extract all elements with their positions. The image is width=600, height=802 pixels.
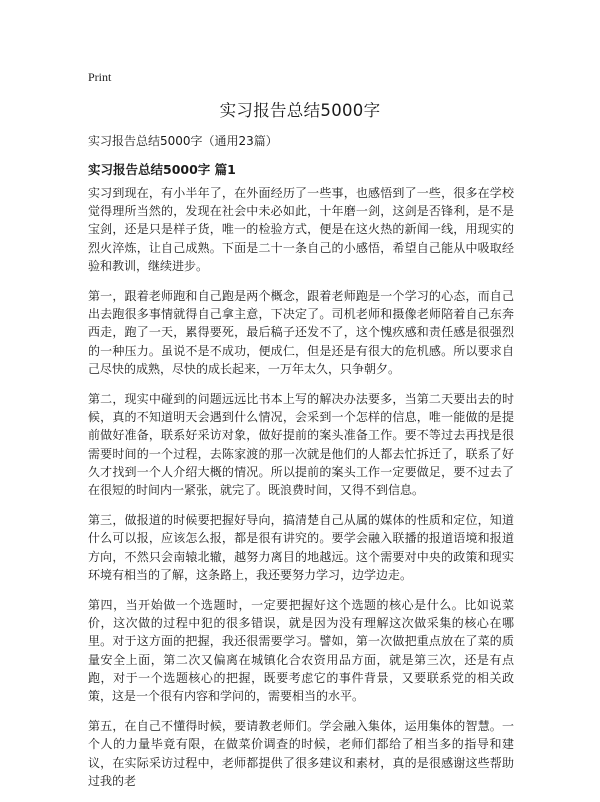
document-subtitle: 实习报告总结5000字（通用23篇） bbox=[88, 134, 278, 148]
section-heading: 实习报告总结5000字 篇1 bbox=[88, 162, 236, 177]
paragraph-2: 第二，现实中碰到的问题远远比书本上写的解决办法要多，当第二天要出去的时候，真的不知道明天会遇到什么情况，会采到一个怎样的信息，唯一能做的是提前做好准备，联系好采访对象，做好提前的案头准备工作。要不等过去再找是很需要时间的一个过程，去陈家渡的那一次就是他们的人都去忙拆迁了，联系了好久才找到一个人介绍大概的情况。所以提前的案头工作一定要做足，要不过去了在很短的时间内一紧张，就完了。既浪费时间，又得不到信息。 bbox=[88, 392, 514, 498]
paragraph-5: 第五，在自己不懂得时候，要请教老师们。学会融入集体，运用集体的智慧。一个人的力量毕竟有限，在做菜价调查的时候，老师们都给了相当多的指导和建议，在实际采访过程中，老师都提供了很多建议和素材，真的是很感谢这些帮助过我的老 bbox=[88, 719, 514, 788]
paragraph-intro: 实习到现在，有小半年了，在外面经历了一些事，也感悟到了一些，很多在学校觉得理所当然的，发现在社会中未必如此，十年磨一剑，这剑是否锋利，是不是宝剑，还是只是样子货，唯一的检验方式，便是在这火热的新闻一线，用现实的烈火淬炼，让自己成熟。下面是二十一条自己的小感悟，希望自己能从中吸取经验和教训，继续进步。 bbox=[88, 186, 514, 273]
paragraph-1: 第一，跟着老师跑和自己跑是两个概念，跟着老师跑是一个学习的心态，而自己出去跑很多事情就得自己拿主意，下决定了。司机老师和摄像老师陪着自己东奔西走，跑了一天，累得要死，最后稿子还发不了，这个愧疚感和责任感是很强烈的一种压力。虽说不是不成功，便成仁，但是还是有很大的危机感。所以要求自己尽快的成熟，尽快的成长起来，一万年太久，只争朝夕。 bbox=[88, 289, 514, 376]
print-link[interactable]: Print bbox=[88, 70, 112, 84]
article-body bbox=[88, 184, 514, 802]
paragraph-4: 第四，当开始做一个选题时，一定要把握好这个选题的核心是什么。比如说菜价，这次做的过程中犯的很多错误，就是因为没有理解这次做采集的核心在哪里。对于这方面的把握，我还很需要学习。譬如，第一次做把重点放在了菜的质量安全上面，第二次又偏离在城镇化合农资用品方面，就是第三次，还是有点跑，对于一个选题核心的把握，既要考虑它的事件背景，又要联系党的相关政策，这是一个很有内容和学问的，需要相当的水平。 bbox=[88, 598, 514, 704]
paragraph-3: 第三，做报道的时候要把握好导向，搞清楚自己从属的媒体的性质和定位，知道什么可以报，应该怎么报，都是很有讲究的。要学会融入联播的报道语境和报道方向，不然只会南辕北辙，越努力离目的地越远。这个需要对中央的政策和现实环境有相当的了解，这条路上，我还要努力学习，边学边走。 bbox=[88, 513, 514, 582]
page-title: 实习报告总结5000字 bbox=[219, 101, 381, 120]
